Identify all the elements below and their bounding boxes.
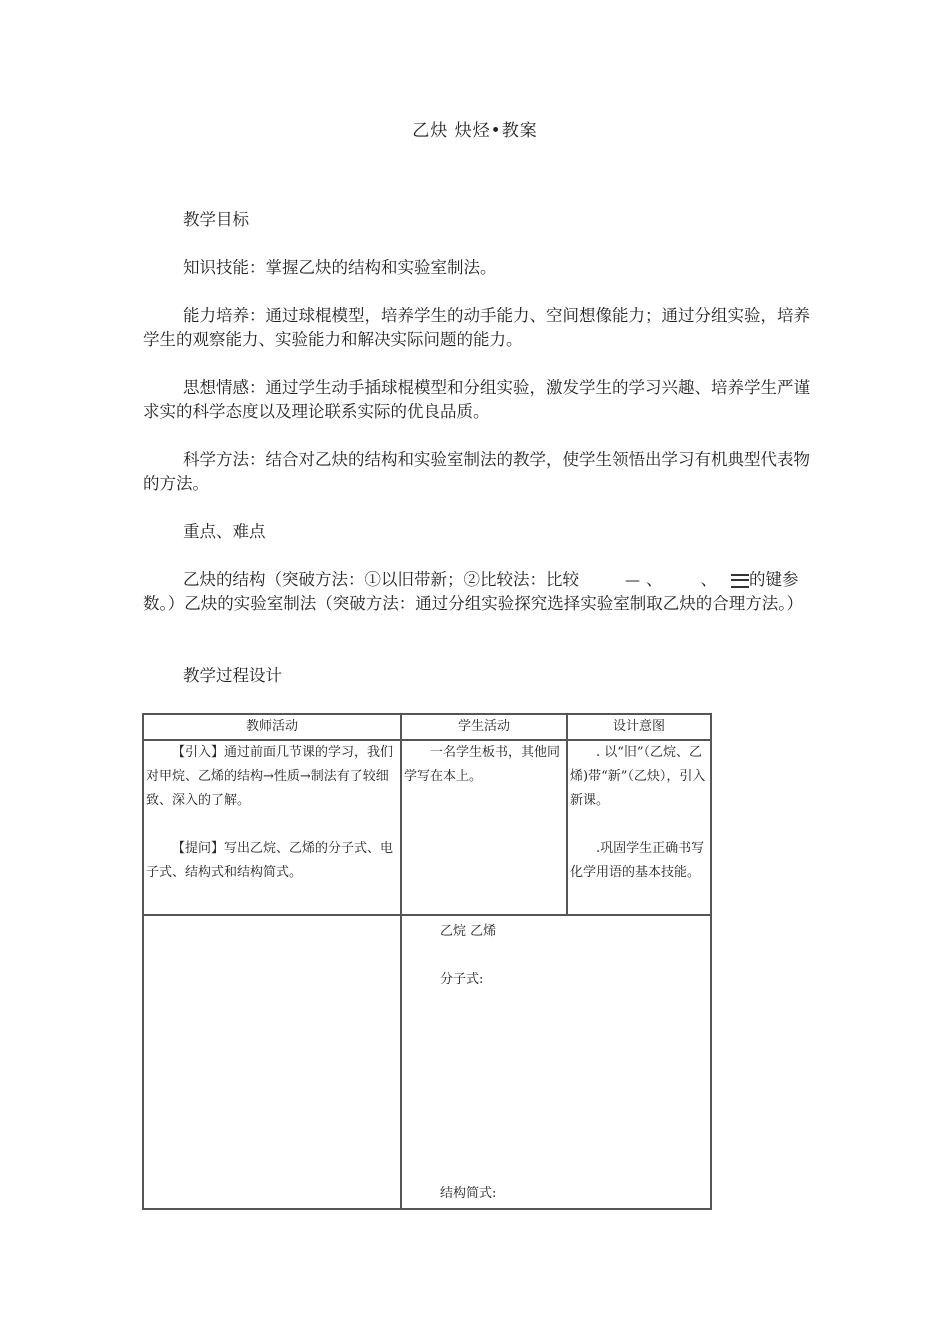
teacher-intro: 【引入】通过前面几节课的学习，我们对甲烷、乙烯的结构→性质→制法有了较细致、深入的了解。 [146,745,394,808]
student-activity-text: 一名学生板书，其他同学写在本上。 [404,745,561,784]
header-design-intent: 设计意图 [567,714,711,740]
molecular-formula-label: 分子式: [440,972,484,987]
lesson-plan-table [142,713,712,1210]
key-text-part2: 的键参数。）乙炔的实验室制法（突破方法：通过分组实验探究选择实验室制取乙炔的合理方法。） [143,570,803,613]
table-row [143,915,711,1209]
header-student-activity: 学生活动 [401,714,567,740]
teacher-empty-cell [143,915,401,1209]
key-points-text [143,568,813,616]
ability-goal: 能力培养：通过球棍模型，培养学生的动手能力、空间想像能力；通过分组实验，培养学生的观察能力、实验能力和解决实际问题的能力。 [143,306,810,349]
compounds-label: 乙烷 乙烯 [440,924,497,939]
intent-consolidate: .巩固学生正确书写化学用语的基本技能。 [570,841,705,880]
table-row [143,740,711,915]
page-title: 乙炔 炔烃•教案 [412,121,538,141]
student-activity-cell [401,740,567,915]
key-separator-1: 、 [646,570,663,589]
header-teacher-activity: 教师活动 [143,714,401,740]
emotion-goal: 思想情感：通过学生动手插球棍模型和分组实验，激发学生的学习兴趣、培养学生严谨求实的科学态度以及理论联系实际的优良品质。 [143,378,810,421]
key-points-heading: 重点、难点 [183,522,266,541]
design-intent-cell [567,740,711,915]
single-bond-symbol: — [625,571,640,589]
triple-bond-icon [731,574,749,588]
key-text-part1: 乙炔的结构（突破方法：①以旧带新；②比较法：比较 [183,570,579,589]
goals-heading: 教学目标 [183,210,249,229]
intent-new-lesson: . 以“旧”（乙烷、乙烯)带“新”（乙炔），引入新课。 [570,745,706,808]
method-goal: 科学方法：结合对乙炔的结构和实验室制法的教学，使学生领悟出学习有机典型代表物的方法。 [143,450,810,493]
teacher-activity-cell [143,740,401,915]
process-heading: 教学过程设计 [183,666,282,685]
knowledge-goal: 知识技能：掌握乙炔的结构和实验室制法。 [183,258,497,277]
table-header-row [143,714,711,740]
structural-formula-label: 结构简式: [440,1186,497,1201]
student-work-cell [401,915,711,1209]
key-separator-2: 、 [700,570,717,589]
teacher-question: 【提问】写出乙烷、乙烯的分子式、电子式、结构式和结构简式。 [146,841,394,880]
